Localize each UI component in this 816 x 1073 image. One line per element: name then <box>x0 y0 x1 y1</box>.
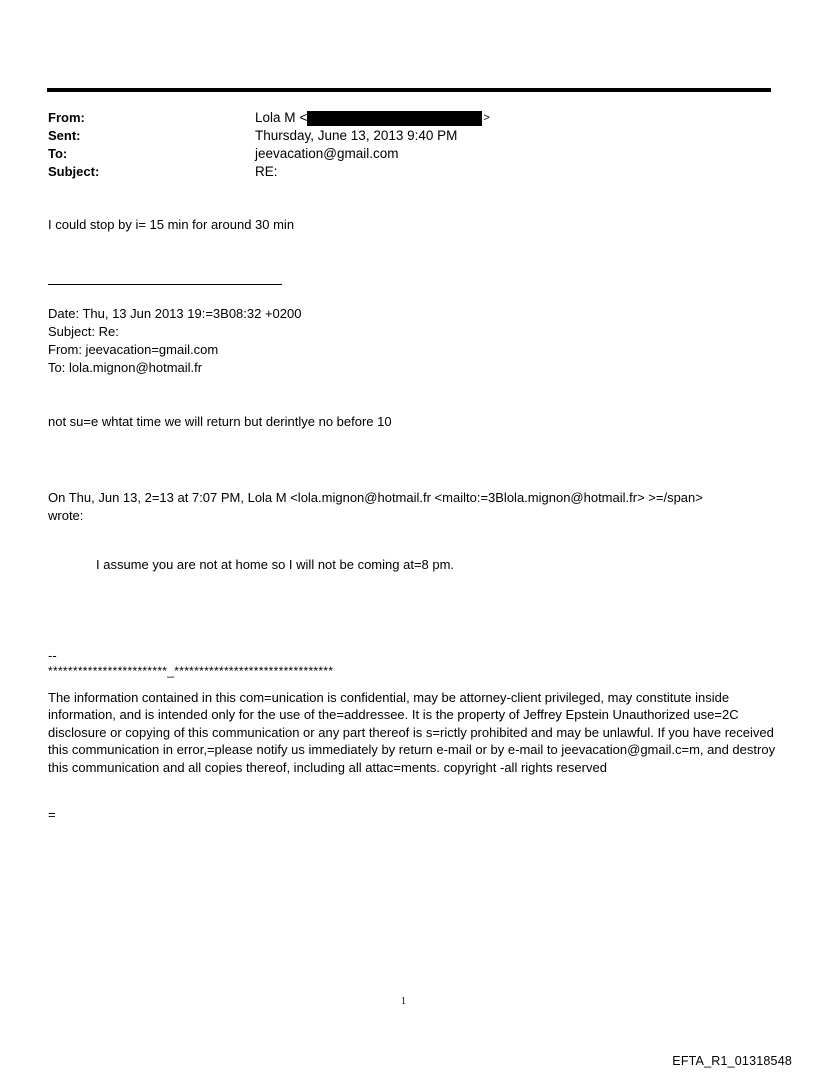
from-open-bracket: < <box>299 110 308 125</box>
quote-attribution <box>48 489 703 525</box>
signature-stars: ************************_******************************** <box>48 664 334 678</box>
forwarded-date: Date: Thu, 13 Jun 2013 19:=3B08:32 +0200 <box>48 306 302 321</box>
from-name: Lola M <box>255 110 296 125</box>
page-number: 1 <box>401 996 406 1007</box>
sent-value: Thursday, June 13, 2013 9:40 PM <box>255 128 458 143</box>
subject-row <box>48 163 748 181</box>
confidentiality-disclaimer: The information contained in this com=unication is confidential, may be attorney-client privileged, may constitute inside information, and is intended only for the use of the=addressee. It is the property of Jeffrey Epstein Unauthorized use=2C disclosure or copying of this communication or any part thereof is s=rictly prohibited and may be unlawful. If you have received this communication in error,=please notify us immediately by return e-mail or by e-mail to jeevacation@gmail.c=m, and destroy this communication and all copies thereof, including all attac=ments. copyright -all rights reserved <box>48 690 776 775</box>
redaction-box <box>307 111 482 126</box>
sent-label: Sent: <box>48 128 81 143</box>
quoted-message: I assume you are not at home so I will not be coming at=8 pm. <box>96 557 455 572</box>
to-label: To: <box>48 146 68 161</box>
subject-label: Subject: <box>48 164 100 179</box>
reply-text: I could stop by i= 15 min for around 30 min <box>48 217 295 232</box>
from-row <box>48 109 748 127</box>
attribution-line-1: On Thu, Jun 13, 2=13 at 7:07 PM, Lola M <lola.mignon@hotmail.fr <mailto:=3Blola.mignon@hotmail.fr> >=/span> <box>48 490 703 505</box>
from-value <box>255 109 490 127</box>
email-header <box>48 109 748 181</box>
to-value: jeevacation@gmail.com <box>255 146 399 161</box>
forward-divider <box>48 284 282 285</box>
signature-dashes: -- <box>48 648 57 663</box>
header-rule <box>47 88 771 92</box>
forwarded-from: From: jeevacation=gmail.com <box>48 342 219 357</box>
from-label: From: <box>48 110 85 125</box>
trailing-equals: = <box>48 807 56 822</box>
attribution-line-2: wrote: <box>48 508 84 523</box>
subject-value: RE: <box>255 164 278 179</box>
sent-row <box>48 127 748 145</box>
from-close-bracket: > <box>483 112 490 124</box>
forwarded-to: To: lola.mignon@hotmail.fr <box>48 360 203 375</box>
to-row <box>48 145 748 163</box>
forwarded-subject: Subject: Re: <box>48 324 119 339</box>
forwarded-meta <box>48 305 301 377</box>
forwarded-message: not su=e whtat time we will return but derintlye no before 10 <box>48 414 392 429</box>
bates-stamp: EFTA_R1_01318548 <box>672 1054 792 1068</box>
